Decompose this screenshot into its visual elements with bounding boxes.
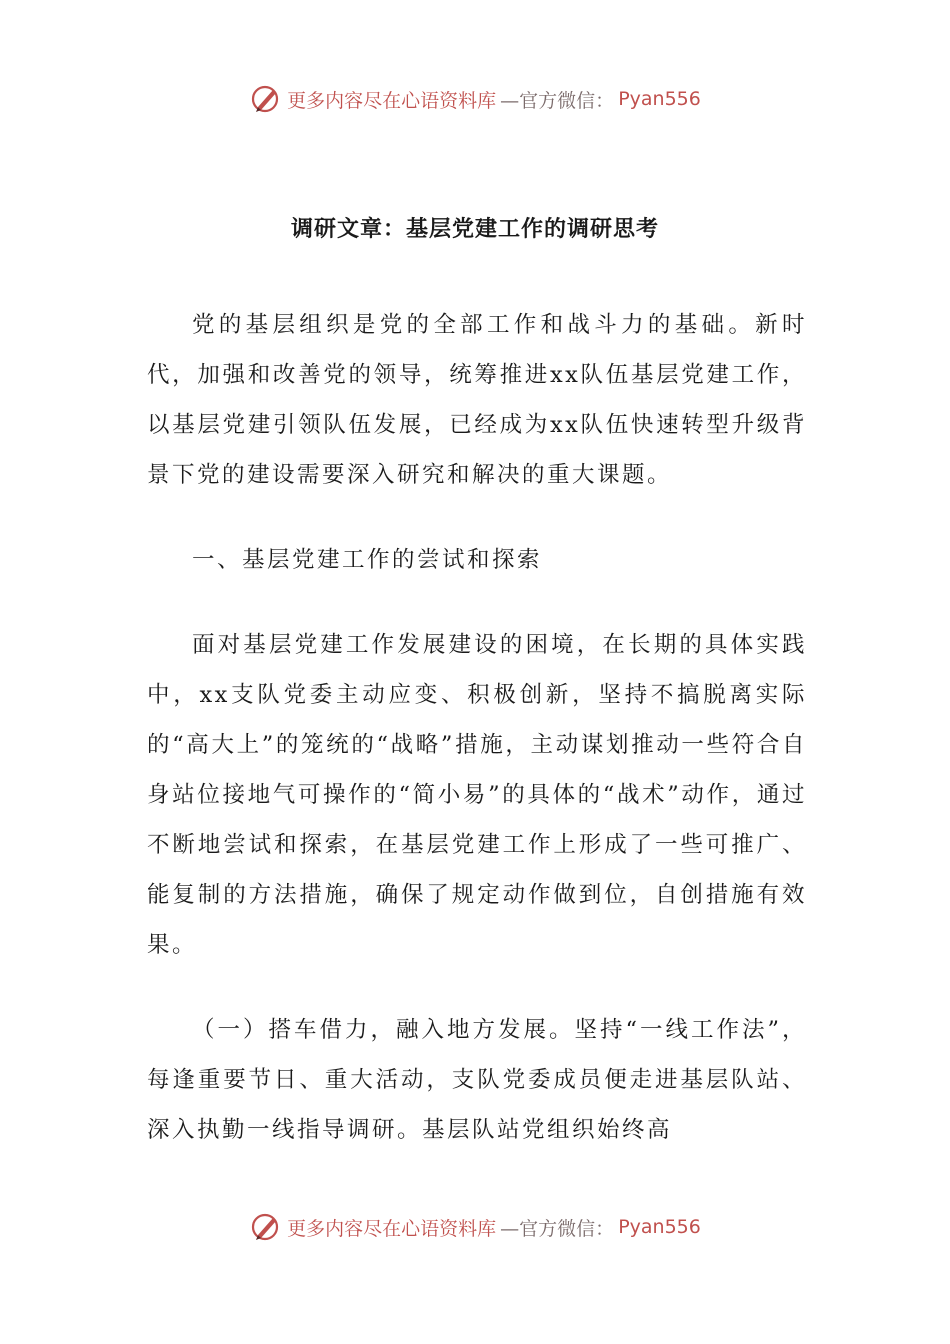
intro-paragraph: 党的基层组织是党的全部工作和战斗力的基础。新时代，加强和改善党的领导，统筹推进xx队伍基层党建工作，以基层党建引领队伍发展，已经成为xx队伍快速转型升级背景下党的建设需要深入研究和解决的重大课题。 — [147, 312, 807, 488]
document-body — [147, 300, 807, 1155]
banner-gray-text: —官方微信： — [500, 1217, 615, 1240]
document-title: 调研文章：基层党建工作的调研思考 — [290, 217, 659, 242]
banner-red-text: 更多内容尽在心语资料库 — [287, 89, 497, 112]
banner-wechat-id: Pyan556 — [618, 1216, 701, 1238]
subsection-paragraph: （一）搭车借力，融入地方发展。坚持“一线工作法”，每逢重要节日、重大活动，支队党委成员便走进基层队站、深入执勤一线指导调研。基层队站党组织始终高 — [147, 1017, 807, 1143]
body-paragraph: 面对基层党建工作发展建设的困境，在长期的具体实践中，xx支队党委主动应变、积极创新，坚持不搞脱离实际的“高大上”的笼统的“战略”措施，主动谋划推动一些符合自身站位接地气可操作的“简小易”的具体的“战术”动作，通过不断地尝试和探索，在基层党建工作上形成了一些可推广、能复制的方法措施，确保了规定动作做到位，自创措施有效果。 — [147, 632, 807, 958]
section-heading: 一、基层党建工作的尝试和探索 — [192, 547, 543, 573]
banner-wechat-id: Pyan556 — [618, 88, 701, 110]
banner-red-text: 更多内容尽在心语资料库 — [287, 1217, 497, 1240]
footer-banner — [0, 1210, 950, 1244]
header-banner — [0, 82, 950, 116]
pen-logo-icon — [249, 82, 283, 116]
pen-logo-icon — [249, 1210, 283, 1244]
banner-gray-text: —官方微信： — [500, 89, 615, 112]
